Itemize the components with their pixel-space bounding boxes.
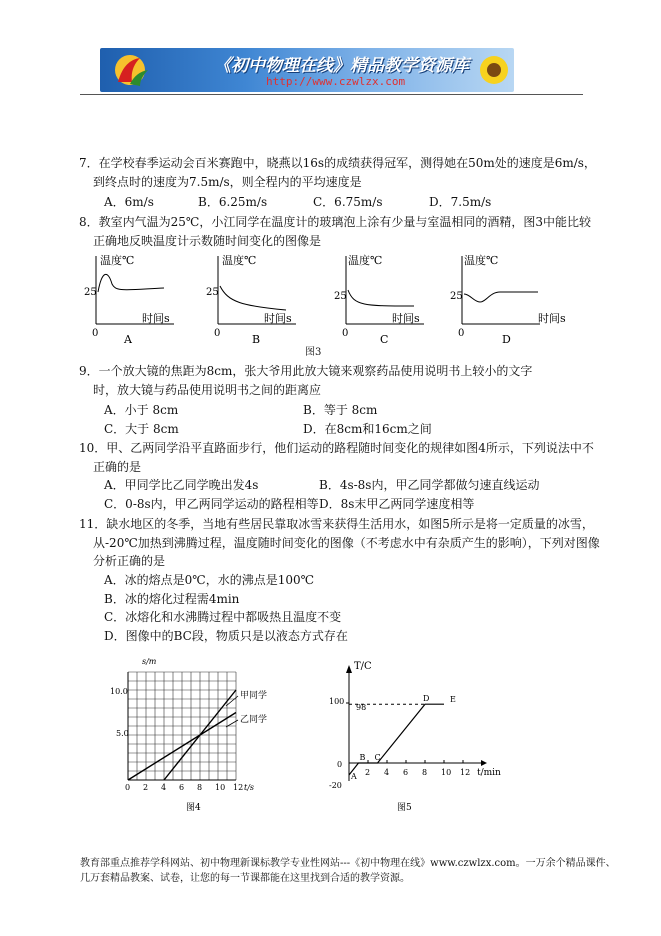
fig5-point-D: D <box>423 694 430 704</box>
fig3-c-tick-0: 0 <box>342 328 349 339</box>
q8-line2: 正确地反映温度计示数随时间变化的图像是 <box>93 234 322 248</box>
fig3-a-xlabel: 时间s <box>142 312 170 325</box>
q9-option-b: B．等于 8cm <box>303 403 378 417</box>
fig3-b-ylabel: 温度℃ <box>222 254 257 267</box>
fig3-b-curve <box>220 286 286 310</box>
q11-option-b: B．冰的熔化过程需4min <box>104 592 240 606</box>
fig3-d-tick-0: 0 <box>458 328 465 339</box>
q10-line1: 10．甲、乙两同学沿平直路面步行，他们运动的路程随时间变化的规律如图4所示，下列说法中不 <box>79 441 594 455</box>
fig3-graph-c <box>334 250 434 346</box>
fig4-xtick: 0 <box>125 783 131 792</box>
fig4-ytick-5: 5.0 <box>116 729 129 738</box>
fig4-ytick-10: 10.0 <box>110 687 128 696</box>
q11-option-c: C．冰熔化和水沸腾过程中都吸热且温度不变 <box>104 610 342 624</box>
fig3-d-xlabel: 时间s <box>538 312 566 325</box>
fig5-ylabel: T/C <box>354 661 372 672</box>
fig5-xtick: 10 <box>441 768 452 777</box>
fig5-xtick: 8 <box>422 768 428 777</box>
q7-option-c: C．6.75m/s <box>313 195 383 209</box>
fig3-c-ylabel: 温度℃ <box>348 254 383 267</box>
q9-option-a: A．小于 8cm <box>104 403 179 417</box>
fig3-c-xlabel: 时间s <box>392 312 420 325</box>
fig5-caption: 图5 <box>397 803 412 813</box>
footer-line2: 几万套精品教案、试卷，让您的每一节课都能在这里找到合适的教学资源。 <box>80 873 410 884</box>
fig4-xtick: 6 <box>179 783 185 792</box>
q9-line1: 9．一个放大镜的焦距为8cm，张大爷用此放大镜来观察药品使用说明书上较小的文字 <box>79 364 533 378</box>
fig4-label-jia: 甲同学 <box>240 691 268 701</box>
sunflower-icon <box>476 50 512 90</box>
fig3-d-ylabel: 温度℃ <box>464 254 499 267</box>
q8-line1: 8．教室内气温为25℃，小江同学在温度计的玻璃泡上涂有少量与室温相同的酒精，图3中能比较 <box>79 215 591 229</box>
q10-line2: 正确的是 <box>93 460 142 474</box>
fig3-d-curve <box>464 292 538 302</box>
q9-line2: 时，放大镜与药品使用说明书之间的距离应 <box>93 383 322 397</box>
fig3-a-tick-0: 0 <box>92 328 99 339</box>
fig4-label-yi: 乙同学 <box>240 715 268 725</box>
q11-option-a: A．冰的熔点是0℃，水的沸点是100℃ <box>104 573 315 587</box>
fig4-xtick: 2 <box>143 783 149 792</box>
fig5-xtick: 6 <box>403 768 409 777</box>
fig5-xtick: 2 <box>365 768 371 777</box>
q10-option-b: B．4s-8s内，甲乙同学都做匀速直线运动 <box>319 478 540 492</box>
fig4-xtick: 8 <box>197 783 203 792</box>
footer-line1: 教育部重点推荐学科网站、初中物理新课标教学专业性网站---《初中物理在线》www.czwlzx.com。一万余个精品课件、 <box>80 858 616 869</box>
q9-option-d: D．在8cm和16cm之间 <box>303 422 432 436</box>
fig5-point-E: E <box>450 695 456 705</box>
fig3-a-tick-25: 25 <box>84 287 97 298</box>
fig3-a-letter: A <box>124 333 132 346</box>
fig3-caption: 图3 <box>305 347 322 358</box>
fig5-point-A: A <box>351 772 357 781</box>
fig3-graph-d <box>450 250 566 346</box>
q11-line3: 分析正确的是 <box>93 554 166 568</box>
fig4-xtick: 4 <box>161 783 167 792</box>
fig5-point-B: B <box>359 753 366 762</box>
q10-option-c: C．0-8s内，甲乙两同学运动的路程相等 <box>104 497 319 511</box>
q11-line2: 从-20℃加热到沸腾过程，温度随时间变化的图像（不考虑水中有杂质产生的影响），下列对图像 <box>93 536 600 550</box>
fig3-b-tick-25: 25 <box>206 287 219 298</box>
fig5-point-C: C <box>374 753 381 762</box>
fig4-chart <box>104 652 304 812</box>
fig3-b-letter: B <box>252 333 261 346</box>
fig4-grid <box>128 672 236 780</box>
fig5-y-arrow <box>346 665 352 673</box>
fig3-c-letter: C <box>380 333 389 346</box>
fig4-caption: 图4 <box>186 803 201 813</box>
fig4-xlabel: t/s <box>244 783 255 792</box>
fig5-xtick: 12 <box>460 768 471 777</box>
q7-line2: 到终点时的速度为7.5m/s，则全程内的平均速度是 <box>93 175 362 189</box>
header-rule <box>80 94 583 95</box>
fig5-value-98: 98 <box>356 703 367 712</box>
fig3-c-tick-25: 25 <box>334 291 347 302</box>
fig5-x-arrow <box>481 760 487 766</box>
fig4-xtick: 12 <box>233 783 244 792</box>
fig4-ylabel: s/m <box>142 657 157 666</box>
fig4-xtick: 10 <box>215 783 226 792</box>
q10-option-d: D．8s末甲乙两同学速度相等 <box>319 497 475 511</box>
q9-option-c: C．大于 8cm <box>104 422 179 436</box>
fig5-ytick-0: 0 <box>337 760 343 769</box>
fig5-ytick-minus20: -20 <box>329 781 342 790</box>
fig3-a-ylabel: 温度℃ <box>100 254 135 267</box>
q10-option-a: A．甲同学比乙同学晚出发4s <box>104 478 259 492</box>
fig3-graph-a <box>84 250 184 346</box>
q11-option-d: D．图像中的BC段，物质只是以液态方式存在 <box>104 629 348 643</box>
fig5-ytick-100: 100 <box>329 697 345 706</box>
q11-line1: 11．缺水地区的冬季，当地有些居民靠取冰雪来获得生活用水，如图5所示是将一定质量的冰雪， <box>79 517 594 531</box>
header-url[interactable]: http://www.czwlzx.com <box>266 75 406 88</box>
q7-option-a: A．6m/s <box>104 195 154 209</box>
fig3-b-xlabel: 时间s <box>264 312 292 325</box>
fig3-c-curve <box>348 290 414 306</box>
fig3-d-letter: D <box>502 333 511 346</box>
fig3-graph-b <box>206 250 306 346</box>
fig5-series <box>349 704 444 775</box>
q7-option-b: B．6.25m/s <box>198 195 268 209</box>
header-title: 《初中物理在线》精品教学资源库 <box>214 56 469 76</box>
logo-icon <box>110 52 154 88</box>
fig3-a-curve <box>98 274 164 292</box>
fig5-xtick: 4 <box>384 768 390 777</box>
fig3-b-tick-0: 0 <box>214 328 221 339</box>
q7-option-d: D．7.5m/s <box>429 195 492 209</box>
q7-line1: 7．在学校春季运动会百米赛跑中，晓燕以16s的成绩获得冠军，测得她在50m处的速度是6m/s， <box>79 156 596 170</box>
fig5-chart <box>325 655 525 815</box>
fig5-xlabel: t/min <box>477 768 501 778</box>
fig3-d-tick-25: 25 <box>450 291 463 302</box>
